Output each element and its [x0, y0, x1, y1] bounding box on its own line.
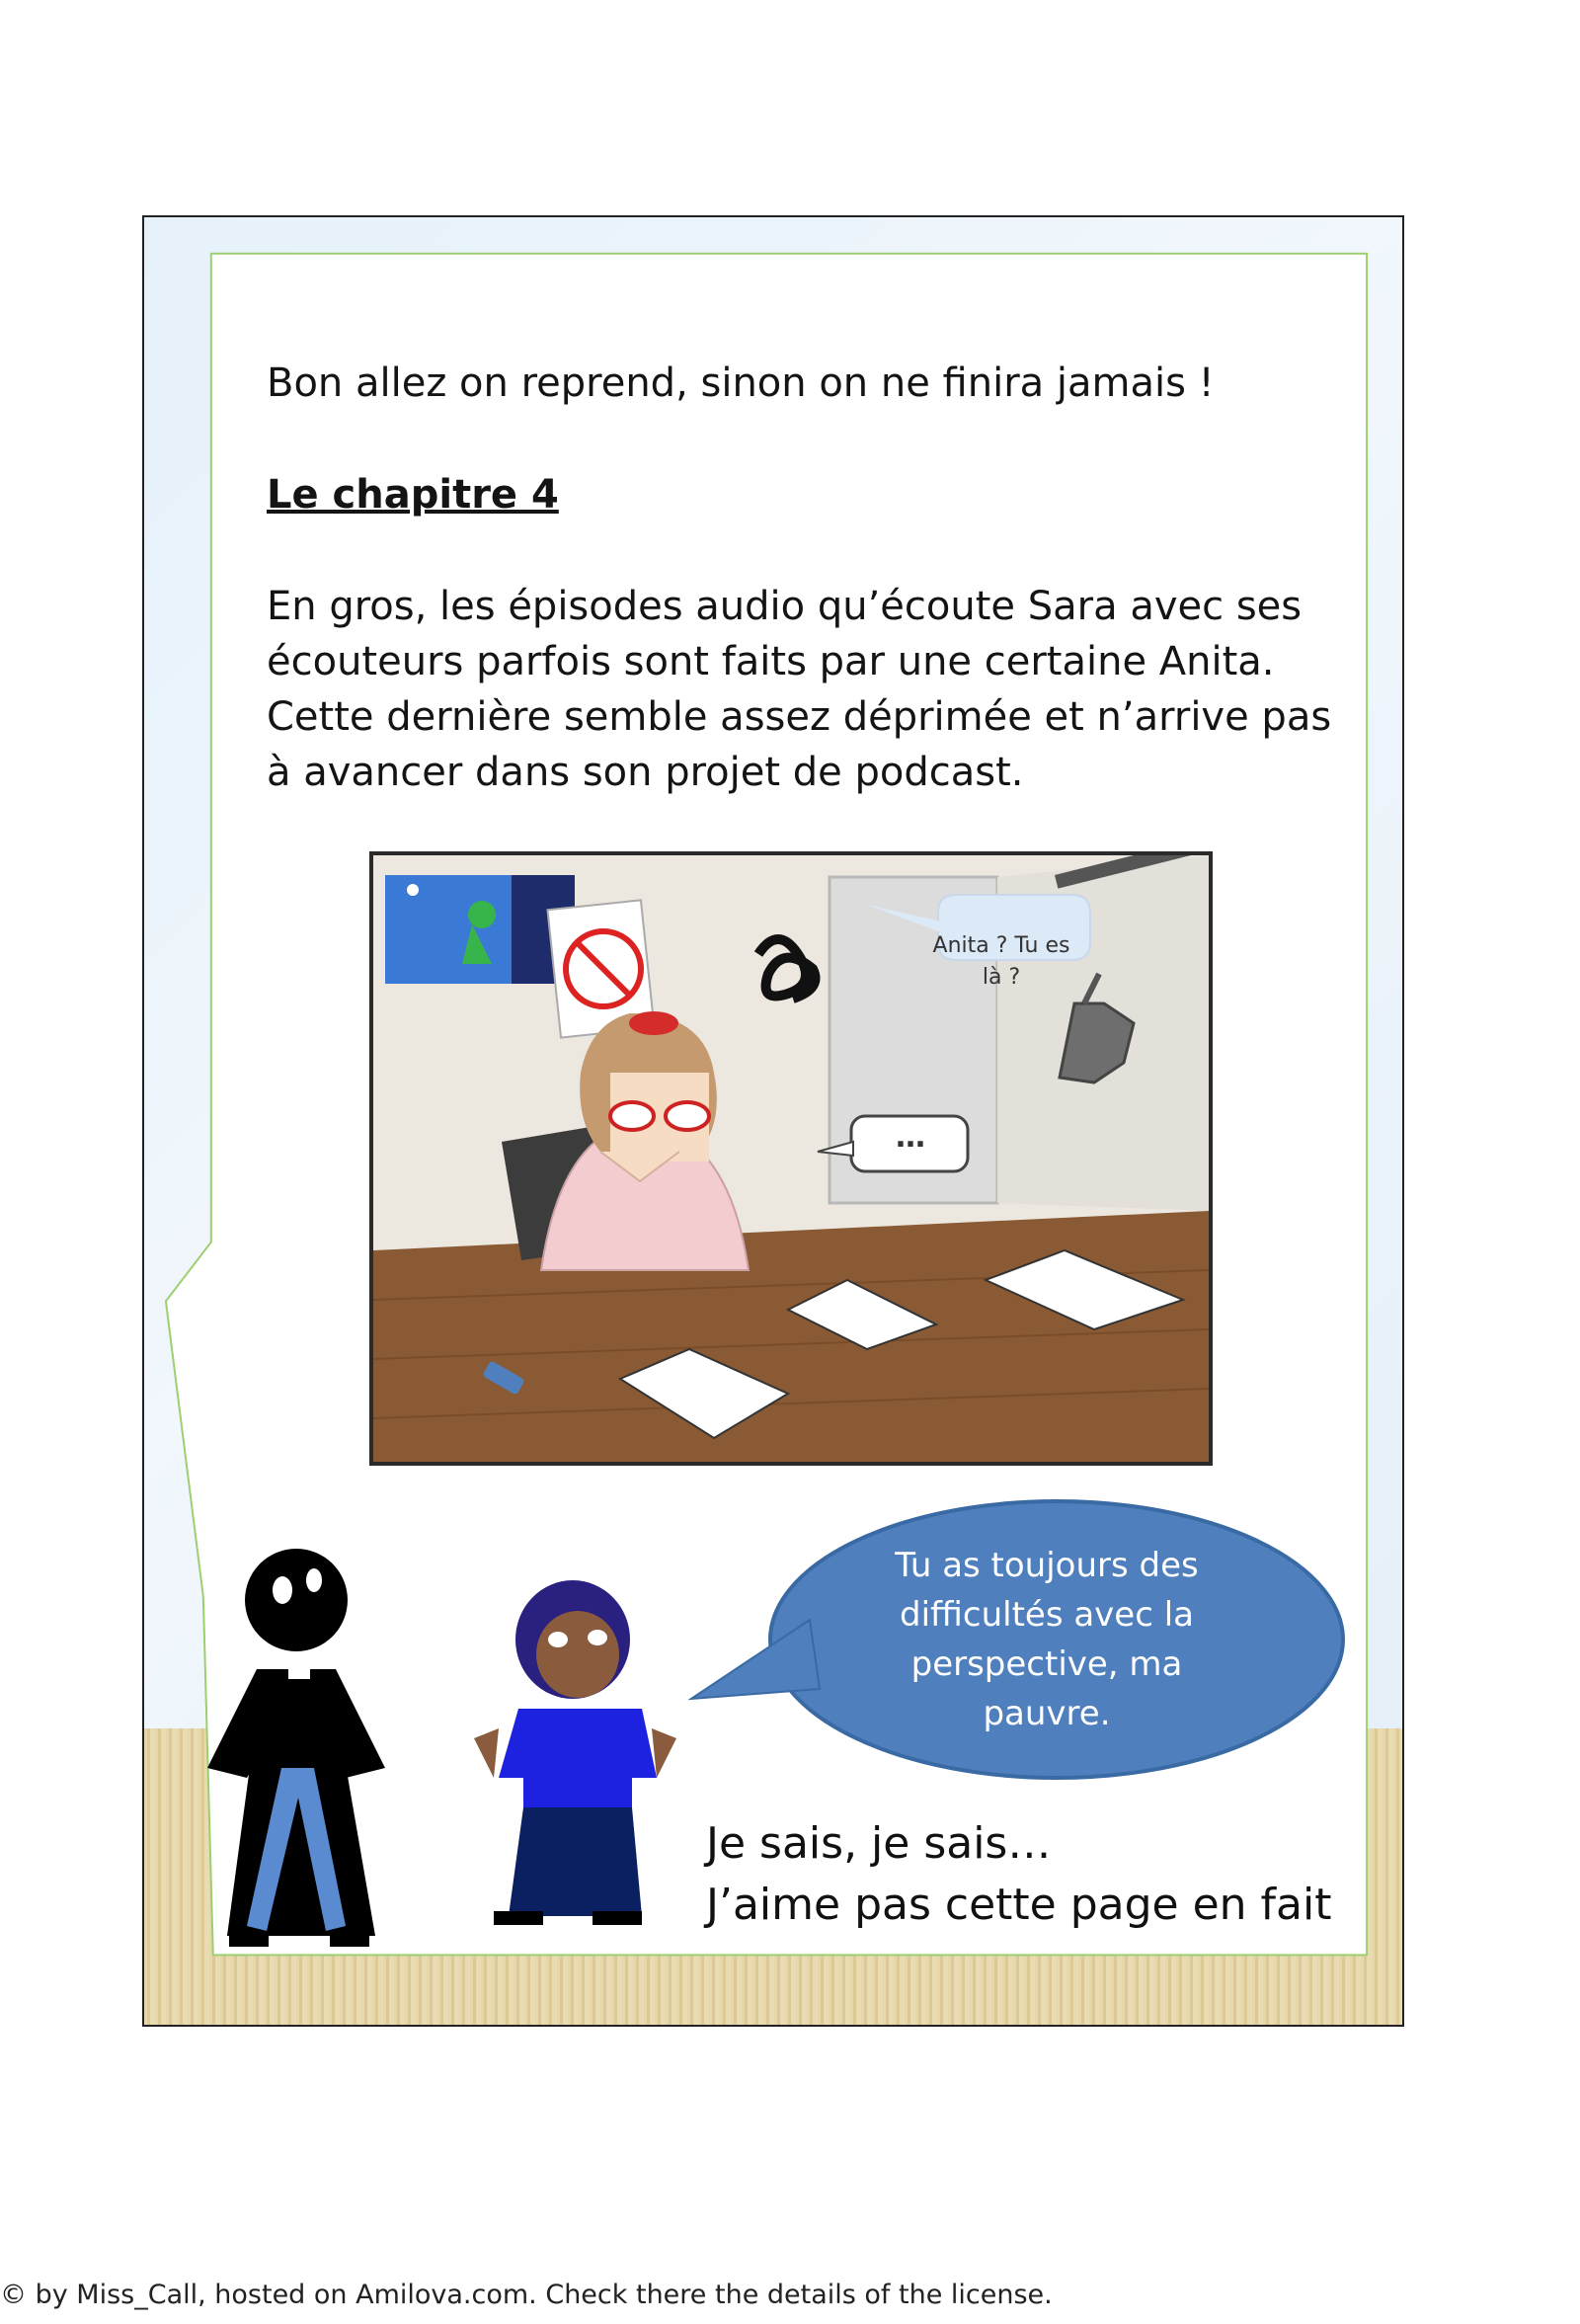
- reply-line-1: Je sais, je sais…: [706, 1818, 1052, 1869]
- summary-line: En gros, les épisodes audio qu’écoute Sara avec ses: [267, 584, 1303, 629]
- summary-line: Cette dernière semble assez déprimée et n’arrive pas: [267, 694, 1332, 740]
- reply-line-2: J’aime pas cette page en fait: [706, 1880, 1332, 1930]
- small-character: [474, 1580, 676, 1925]
- intro-text: Bon allez on reprend, sinon on ne finira jamais !: [267, 361, 1215, 406]
- copyright-notice: © by Miss_Call, hosted on Amilova.com. Check there the details of the license.: [0, 2280, 1053, 2310]
- summary-line: écouteurs parfois sont faits par une certaine Anita.: [267, 639, 1275, 684]
- tall-character: [207, 1549, 385, 1947]
- chapter-title: Le chapitre 4: [267, 472, 559, 518]
- speech-bubble-text: Tu as toujours des difficultés avec la perspective, ma pauvre.: [895, 1546, 1199, 1733]
- speech-anita-text: Anita ? Tu es là ?: [932, 933, 1070, 990]
- summary-line: à avancer dans son projet de podcast.: [267, 750, 1024, 795]
- speech-dots-text: …: [896, 1120, 925, 1155]
